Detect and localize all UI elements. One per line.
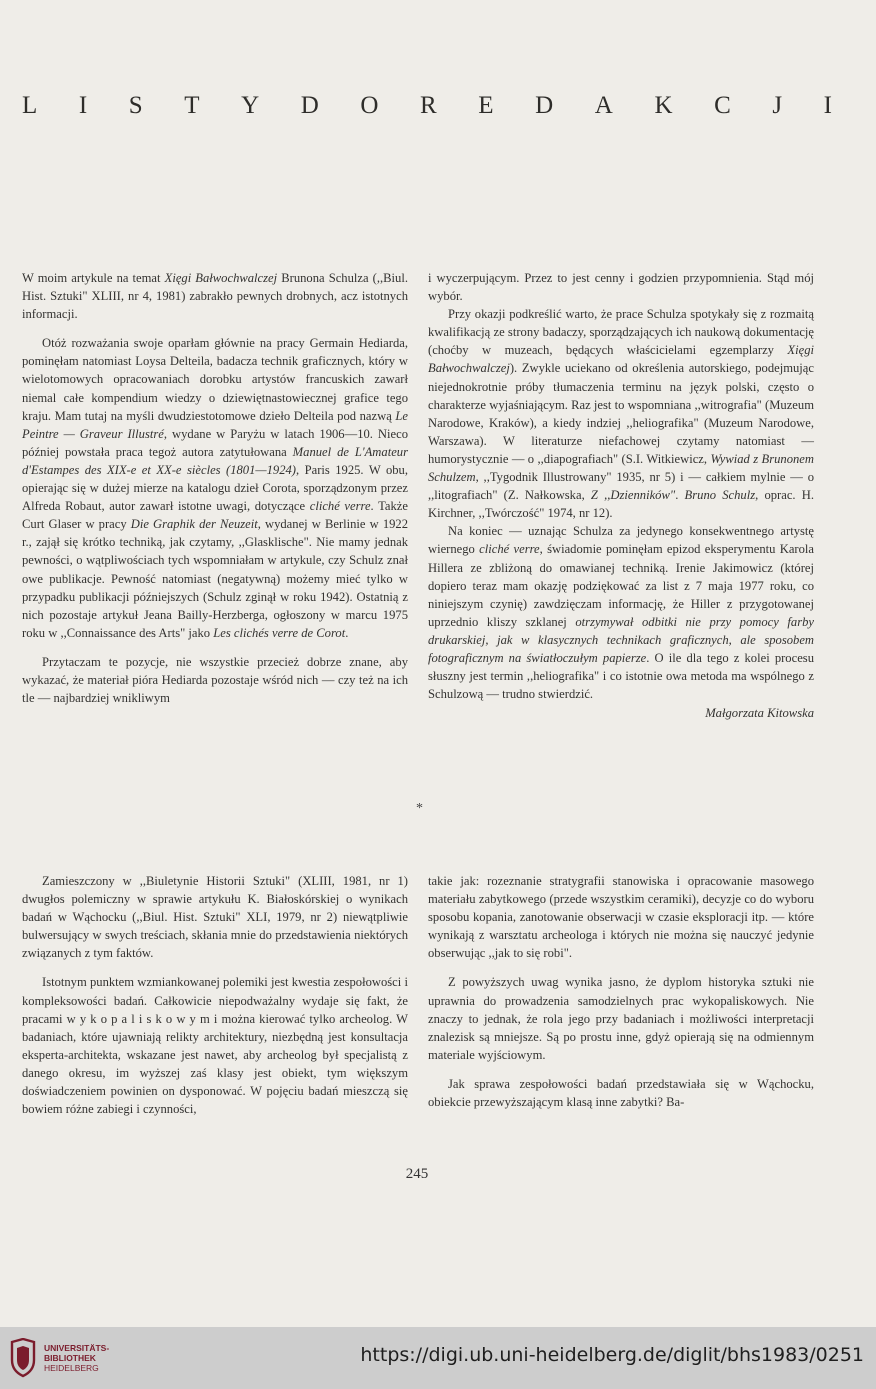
paragraph: Otóż rozważania swoje oparłam głównie na pracy Germain Hediarda, pominęłam natomiast Loysa Delteila, badacza technik graficznych, który w wielotomowych opracowaniach dorobku artystów francuskich zawarł niemal całe kompendium wiedzy o dziewiętnastowiecznej grafice tego kraju. Mam tutaj na myśli dwudziestotomowe dzieło Delteila pod nazwą Le Peintre — Graveur Illustré, wydane w Paryżu w latach 1906—10. Nieco później powstała praca tegoż autora zatytułowana Manuel de L'Amateur d'Estampes des XIX-e et XX-e siècles (1801—1924), Paris 1925. W obu, opierając się w dużej mierze na katalogu dzieł Corota, sporządzonym przez Alfreda Robaut, autor zawarł istotne uwagi, dotyczące cliché verre. Także Curt Glaser w pracy Die Graphik der Neuzeit, wydanej w Berlinie w 1922 r., zajął się krótko techniką, jak czytamy, ,,Glasklische". Nie mamy jednak pewności, o wątpliwościach tych wspomniałam w artykule, czy Schulz znał owe publikacje. Pewność natomiast (negatywną) możemy mieć tylko w przypadku publikacji późniejszych (Schulz zginął w roku 1942). Ostatnią z nich pozostaje artykuł Jeana Bailly-Herzberga, ogłoszony w marcu 1975 roku w ,,Connaissance des Arts" jako Les clichés verre de Corot. <box>22 336 409 640</box>
section-separator: * <box>416 801 423 816</box>
page-number: 245 <box>405 1166 429 1182</box>
heading-letter: O <box>360 92 379 119</box>
heading-letter: J <box>772 92 783 119</box>
library-logo[interactable] <box>8 1333 138 1383</box>
paragraph: Na koniec — uznając Schulza za jedynego konsekwentnego artystę wiernego cliché verre, świadomie pominęłam epizod eksperymentu Karola Hillera ze zbliżoną do omawianej techniką. Irenie Jakimowicz (której dopiero teraz mam okazję podziękować za list z 7 maja 1977 roku, co niniejszym czynię) zawdzięczam informację, że Hiller z przygotowanej uprzednio kliszy szklanej otrzymywał odbitki nie przy pomocy farby drukarskiej, jak w klasycznych technikach graficznych, ale sposobem fotograficznym na światłoczułym papierze. O ile dla tego z kolei procesu słuszny jest termin ,,heliografika" i co istotnie owa metoda ma wspólnego z Schulzową — trudno stwierdzić. <box>428 524 814 702</box>
university-seal-icon <box>8 1338 38 1378</box>
heading-letter: D <box>535 92 554 119</box>
heading-letter: I <box>78 92 88 119</box>
logo-text: UNIVERSITÄTS- BIBLIOTHEK HEIDELBERG <box>44 1343 110 1373</box>
paragraph: Przy okazji podkreślić warto, że prace Schulza spotykały się z rozmaitą kwalifikacją ze strony badaczy, sporządzających ich naukową dokumentację (choćby w muzeach, będących właścicielami egzemplarzy Xięgi Bałwochwalczej). Zwykle uciekano od określenia autorskiego, podejmując niejednokrotnie próby tłumaczenia terminu na język polski, często o charakterze wyjaśniającym. Raz jest to wspomniana ,,witrografia" (Muzeum Narodowe, Kraków), a kiedy indziej ,,heliografika" (Muzeum Narodowe, Warszawa). W literaturze niefachowej czytamy natomiast — humorystycznie — o ,,diapografiach" (S.I. Witkiewicz, Wywiad z Brunonem Schulzem, ,,Tygodnik Illustrowany" 1935, nr 5) i — całkiem mylnie — o ,,litografiach" (Z. Nałkowska, Z ,,Dzienników". Bruno Schulz, oprac. H. Kirchner, ,,Twórczość" 1974, nr 12). <box>428 307 815 521</box>
heading-letter: E <box>478 92 494 119</box>
article2-column1 <box>22 872 408 1118</box>
viewer-footer <box>0 1327 876 1389</box>
page-url[interactable]: https://digi.ub.uni-heidelberg.de/diglit/bhs1983/0251 <box>360 1344 864 1366</box>
paragraph: takie jak: rozeznanie stratygrafii stanowiska i opracowanie masowego materiału zabytkowego (przede wszystkim ceramiki), decyzje co do wyboru sposobu kopania, zanotowanie obserwacji w czasie eksploracji itp. — które wynikają z warsztatu archeologa i których nie można się nauczyć jedynie obserwując ,,jak to się robi". <box>428 874 814 961</box>
heading-letter: S <box>128 92 143 119</box>
paragraph: Z powyższych uwag wynika jasno, że dyplom historyka sztuki nie uprawnia do prowadzenia samodzielnych prac wykopaliskowych. Nie znaczy to jednak, że rola jego przy badaniach i możliwości interpretacji znalezisk są mniejsze. Są po prostu inne, gdyż opierają się na odmiennym materiale wyjściowym. <box>428 975 814 1062</box>
heading-letter: L <box>22 92 38 119</box>
heading-letter: I <box>823 92 832 119</box>
paragraph: W moim artykule na temat Xięgi Bałwochwalczej Brunona Schulza (,,Biul. Hist. Sztuki" XLIII, nr 4, 1981) zabrakło pewnych drobnych, acz istotnych informacji. <box>22 271 408 322</box>
section-heading <box>22 92 832 120</box>
paragraph: Jak sprawa zespołowości badań przedstawiała się w Wąchocku, obiekcie przewyższającym klasą inne zabytki? Ba- <box>428 1076 814 1110</box>
article1-column2 <box>428 269 814 722</box>
paragraph: Przytaczam te pozycje, nie wszystkie przecież dobrze znane, aby wykazać, że materiał pióra Hediarda pozostaje wśród nich — czy też na ich tle — najbardziej wnikliwym <box>22 654 408 706</box>
heading-letter: Y <box>241 92 260 119</box>
heading-letter: A <box>594 92 613 119</box>
heading-letter: D <box>300 92 319 119</box>
article1-column1 <box>22 269 408 707</box>
paragraph: i wyczerpującym. Przez to jest cenny i godzien przypomnienia. Stąd mój wybór. <box>428 271 814 304</box>
paragraph: Istotnym punktem wzmiankowanej polemiki jest kwestia zespołowości i kompleksowości badań. Całkowicie niepodważalny wydaje się fakt, że pracami w y k o p a l i s k o w y m i można kierować tylko archeolog. W badaniach, które ujawniają relikty architektury, niezbędną jest konsultacja eksperta-architekta, wskazane jest nawet, aby archeolog był specjalistą z danego okresu, im wyższej zaś klasy jest obiekt, tym większym doświadczeniem powinien on dysponować. W pojęciu badań mieszczą się bowiem różne zabiegi i czynności, <box>22 975 408 1117</box>
paragraph: Zamieszczony w ,,Biuletynie Historii Sztuki" (XLIII, 1981, nr 1) dwugłos polemiczny w sprawie artykułu K. Białoskórskiej o wynikach badań w Wąchocku (,,Biul. Hist. Sztuki" XLI, 1979, nr 2) niewątpliwie bulwersujący w swych treściach, skłania mnie do przedstawienia niektórych związanych z tym faktów. <box>22 874 408 961</box>
heading-letter: R <box>420 92 437 119</box>
author-signature: Małgorzata Kitowska <box>705 706 814 721</box>
heading-letter: K <box>654 92 673 119</box>
heading-letter: C <box>714 92 731 119</box>
heading-letter: T <box>184 92 200 119</box>
article2-column2 <box>428 872 814 1111</box>
